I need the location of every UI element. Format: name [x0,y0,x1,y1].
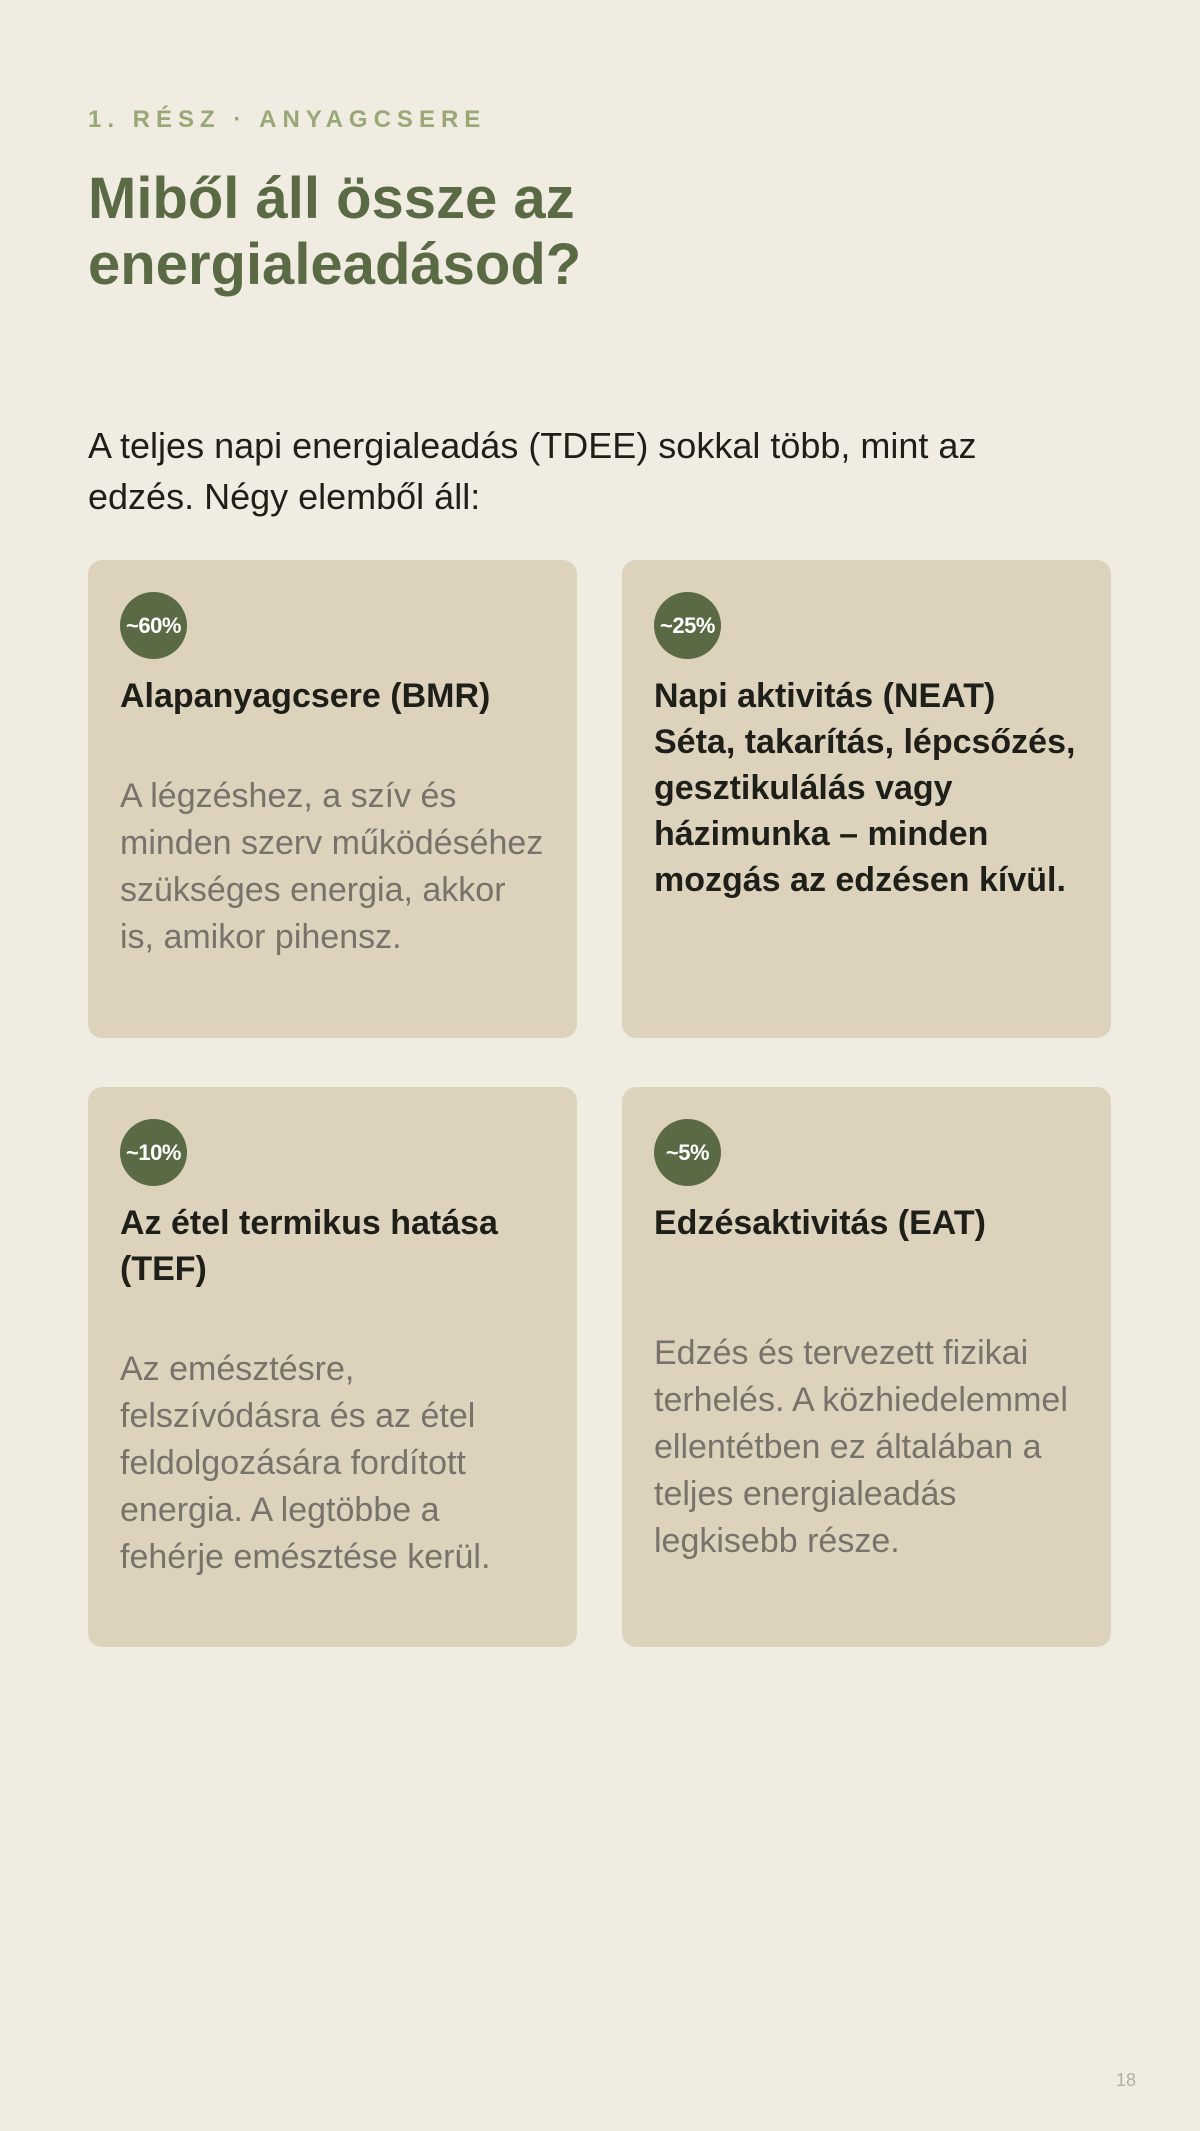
section-eyebrow: 1. RÉSZ · ANYAGCSERE [88,106,487,133]
intro-paragraph: A teljes napi energialeadás (TDEE) sokkal több, mint az edzés. Négy elemből áll: [88,425,977,517]
card-title: Edzésaktivitás (EAT) [654,1204,986,1242]
card-title: Napi aktivitás (NEAT) Séta, takarítás, lépcsőzés, gesztikulálás vagy házimunka – minden mozgás az edzésen kívül. [654,677,1076,899]
percentage-badge: ~25% [654,592,721,659]
card-description: Edzés és tervezett fizikai terhelés. A közhiedelemmel ellentétben ez általában a teljes energialeadás legkisebb része. [654,1334,1068,1560]
card-title: Alapanyagcsere (BMR) [120,677,491,715]
percentage-badge: ~10% [120,1119,187,1186]
percentage-badge: ~5% [654,1119,721,1186]
percentage-badge: ~60% [120,592,187,659]
card-tef [88,1087,577,1647]
page-number: 18 [1115,2070,1136,2090]
card-description: Az emésztésre, felszívódásra és az étel feldolgozására fordított energia. A legtöbbe a fehérje emésztése kerül. [120,1350,491,1576]
card-description: A légzéshez, a szív és minden szerv működéséhez szükséges energia, akkor is, amikor pihensz. [120,777,544,956]
card-neat [622,560,1111,1038]
page-title: Miből áll össze az energialeadásod? [88,166,582,297]
card-eat [622,1087,1111,1647]
card-bmr [88,560,577,1038]
card-title: Az étel termikus hatása (TEF) [120,1204,498,1288]
